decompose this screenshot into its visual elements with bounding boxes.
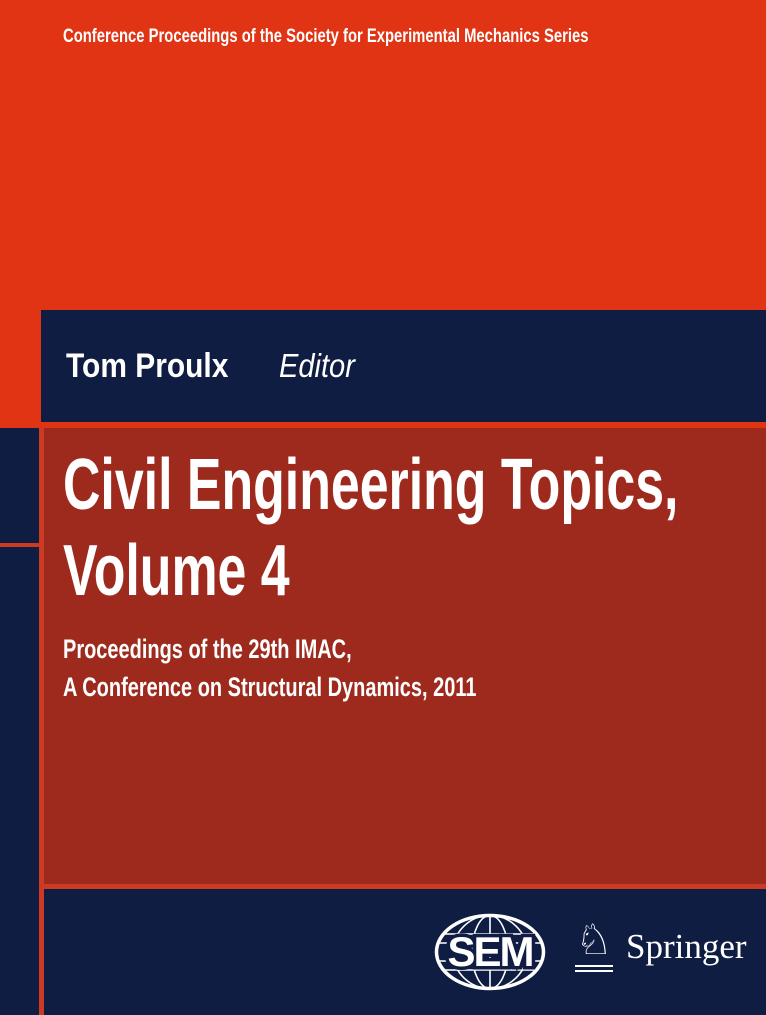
book-subtitle-line-1: Proceedings of the 29th IMAC, xyxy=(63,634,352,664)
red-vertical-line xyxy=(39,428,44,1015)
editor-label: Editor xyxy=(278,346,355,384)
book-title-line-1: Civil Engineering Topics, xyxy=(63,445,679,525)
springer-wordmark: Springer xyxy=(626,927,747,966)
springer-logo xyxy=(572,916,747,976)
series-banner xyxy=(63,24,737,50)
sem-logo-text: SEM xyxy=(447,928,533,975)
knight-base-bar xyxy=(575,965,613,968)
author-band-inner xyxy=(41,347,365,386)
sem-logo xyxy=(433,912,547,992)
book-subtitle-line-2: A Conference on Structural Dynamics, 2011 xyxy=(63,672,477,702)
author-band xyxy=(41,310,766,422)
knight-base-lines xyxy=(575,962,613,972)
book-title-line-2: Volume 4 xyxy=(63,531,290,611)
series-title: Conference Proceedings of the Society for Experimental Mechanics Series xyxy=(63,26,589,47)
author-name: Tom Proulx xyxy=(66,346,229,385)
book-subtitle xyxy=(63,630,766,706)
title-section xyxy=(44,428,766,884)
knight-icon: ♘ xyxy=(575,915,613,964)
section-divider-line xyxy=(39,884,766,889)
knight-base-bar xyxy=(575,970,613,973)
left-stripe-red-tick xyxy=(0,543,39,547)
knight-wrap xyxy=(572,915,616,972)
book-title xyxy=(63,442,766,614)
